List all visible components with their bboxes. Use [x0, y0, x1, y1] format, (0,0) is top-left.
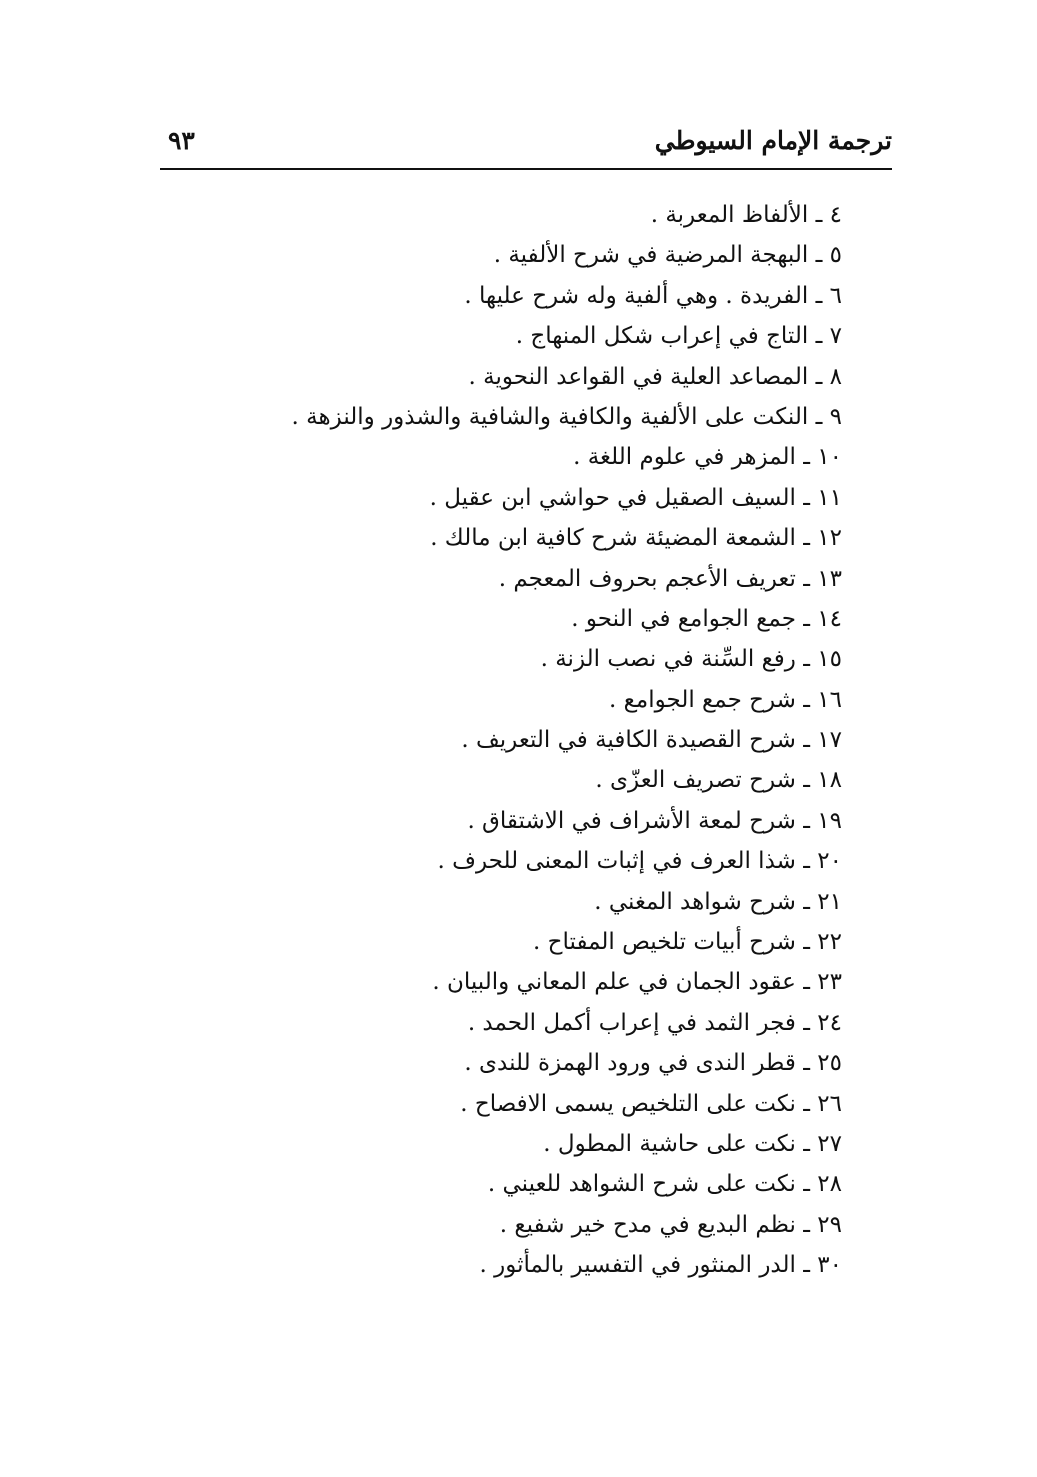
list-item: ١٦ ـ شرح جمع الجوامع .	[609, 686, 842, 713]
page-header	[160, 118, 892, 166]
list-item: ٧ ـ التاج في إعراب شكل المنهاج .	[515, 323, 842, 350]
list-item: ٢٥ ـ قطر الندى في ورود الهمزة للندى .	[464, 1050, 842, 1077]
list-item: ٦ ـ الفريدة . وهي ألفية وله شرح عليها .	[464, 282, 842, 309]
list-item: ٢٨ ـ نكت على شرح الشواهد للعيني .	[487, 1171, 842, 1198]
works-list	[291, 195, 842, 1286]
list-item: ٨ ـ المصاعد العلية في القواعد النحوية .	[468, 363, 842, 390]
list-item: ١١ ـ السيف الصقيل في حواشي ابن عقيل .	[429, 484, 842, 511]
list-item: ١٠ ـ المزهر في علوم اللغة .	[573, 444, 842, 471]
list-item: ٣٠ ـ الدر المنثور في التفسير بالمأثور .	[479, 1252, 842, 1279]
list-item: ١٩ ـ شرح لمعة الأشراف في الاشتقاق .	[467, 807, 842, 834]
list-item: ١٢ ـ الشمعة المضيئة شرح كافية ابن مالك .	[430, 525, 842, 552]
list-item: ٢٣ ـ عقود الجمان في علم المعاني والبيان .	[432, 969, 842, 996]
list-item: ٢٤ ـ فجر الثمد في إعراب أكمل الحمد .	[467, 1009, 842, 1036]
list-item: ٤ ـ الألفاظ المعربة .	[650, 202, 842, 228]
list-item: ١٧ ـ شرح القصيدة الكافية في التعريف .	[461, 727, 842, 754]
page-number: ٩٣	[168, 126, 195, 155]
list-item: ٢١ ـ شرح شواهد المغني .	[594, 888, 842, 915]
header-rule	[160, 168, 892, 170]
list-item: ١٤ ـ جمع الجوامع في النحو .	[571, 605, 842, 632]
list-item: ٥ ـ البهجة المرضية في شرح الألفية .	[493, 242, 842, 269]
list-item: ١٥ ـ رفع السِّنة في نصب الزنة .	[540, 646, 842, 673]
list-item: ٢٩ ـ نظم البديع في مدح خير شفيع .	[499, 1211, 842, 1238]
list-item: ٢٧ ـ نكت على حاشية المطول .	[543, 1130, 842, 1157]
list-item: ١٣ ـ تعريف الأعجم بحروف المعجم .	[498, 565, 842, 592]
list-item: ١٨ ـ شرح تصريف العزّى .	[595, 767, 842, 794]
list-item: ٢٦ ـ نكت على التلخيص يسمى الافصاح .	[460, 1090, 842, 1117]
running-title: ترجمة الإمام السيوطي	[654, 126, 892, 155]
list-item: ٩ ـ النكت على الألفية والكافية والشافية والشذور والنزهة .	[291, 403, 842, 430]
list-item: ٢٢ ـ شرح أبيات تلخيص المفتاح .	[533, 929, 842, 956]
list-item: ٢٠ ـ شذا العرف في إثبات المعنى للحرف .	[437, 848, 842, 875]
